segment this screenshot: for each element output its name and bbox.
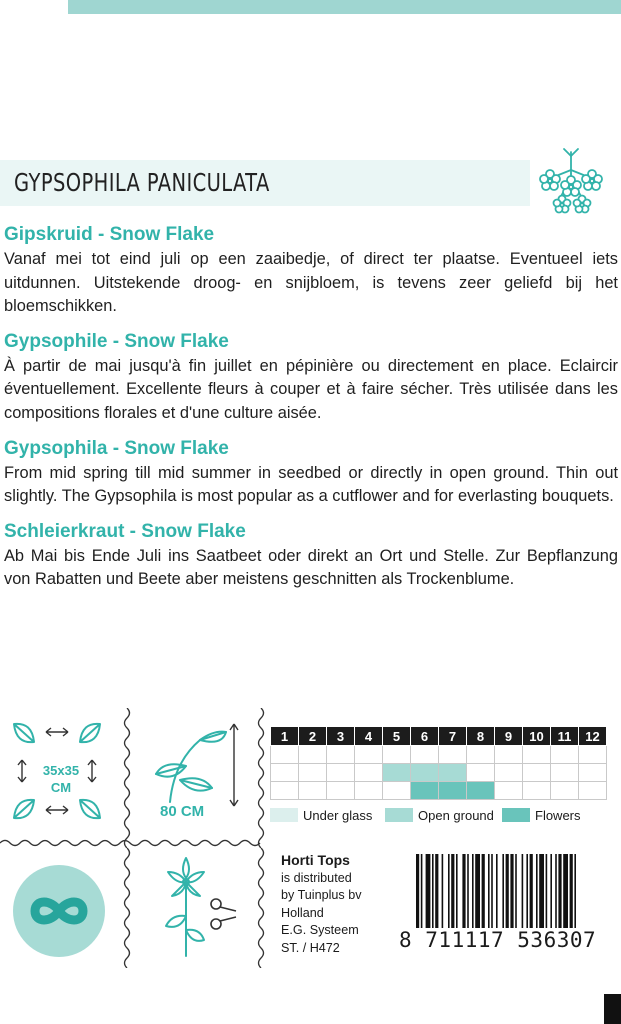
- calendar-cell: [411, 764, 439, 782]
- calendar-cell: [327, 746, 355, 764]
- calendar-cell: [383, 746, 411, 764]
- calendar-cell: [579, 764, 607, 782]
- spacing-unit: CM: [50, 780, 72, 795]
- swatch-open-ground: [385, 808, 413, 822]
- company-line: by Tuinplus bv: [281, 888, 362, 902]
- calendar-cell: [439, 746, 467, 764]
- swatch-under-glass: [270, 808, 298, 822]
- company-line: Holland: [281, 905, 324, 920]
- calendar-cell: [467, 746, 495, 764]
- month-header: 6: [411, 727, 439, 746]
- month-header: 10: [523, 727, 551, 746]
- wavy-divider: [120, 708, 134, 848]
- barcode-number: 8 711117 536307: [395, 928, 600, 952]
- section-body-english: From mid spring till mid summer in seedbed or directly in open ground. Thin out slightly. The Gypsophila is most popular as a cutflower and for everlasting bouquets.: [4, 463, 618, 506]
- description-sections: [4, 222, 618, 602]
- wavy-divider: [254, 708, 268, 848]
- calendar-cell: [355, 746, 383, 764]
- month-header: 5: [383, 727, 411, 746]
- corner-mark: [604, 994, 621, 1024]
- calendar-cell: [495, 746, 523, 764]
- legend-label: Flowers: [535, 808, 581, 823]
- month-header: 11: [551, 727, 579, 746]
- calendar-cell: [327, 782, 355, 800]
- calendar-cell: [299, 746, 327, 764]
- section-body-dutch: Vanaf mei tot eind juli op een zaaibedje, of direct ter plaatse. Eventueel iets uitdunnen. Uitstekende droog- en snijbloem, is tevens zeer geliefd bij het bloemschikken.: [4, 250, 618, 316]
- legend-flowers: [502, 808, 581, 823]
- top-accent-bar: [68, 0, 621, 14]
- calendar-cell: [411, 746, 439, 764]
- calendar-cell: [495, 764, 523, 782]
- legend-under-glass: [270, 808, 372, 823]
- calendar-cell: [271, 764, 299, 782]
- calendar-cell: [467, 782, 495, 800]
- section-title-english: Gypsophila - Snow Flake: [4, 437, 229, 459]
- section-body-german: Ab Mai bis Ende Juli ins Saatbeet oder direkt an Ort und Stelle. Zur Bepflanzung von Rabatten und Beete aber meistens geschnitten als Trockenblume.: [4, 546, 618, 589]
- company-name: Horti Tops: [281, 852, 350, 868]
- calendar-row-under-glass: [271, 746, 607, 764]
- month-header: 12: [579, 727, 607, 746]
- page-title: GYPSOPHILA PANICULATA: [14, 168, 270, 197]
- section-dutch: [4, 222, 618, 319]
- section-german: [4, 519, 618, 592]
- calendar-cell: [551, 764, 579, 782]
- height-label: 80 CM: [160, 803, 205, 820]
- calendar-cell: [523, 746, 551, 764]
- month-header: 8: [467, 727, 495, 746]
- section-english: [4, 436, 618, 509]
- cut-flower-icon: [150, 850, 240, 960]
- calendar-cell: [439, 764, 467, 782]
- spacing-label: [34, 762, 88, 796]
- calendar-cell: [579, 782, 607, 800]
- legend-open-ground: [385, 808, 494, 823]
- calendar-cell: [579, 746, 607, 764]
- distributor-info: [281, 852, 362, 957]
- section-title-german: Schleierkraut - Snow Flake: [4, 520, 246, 542]
- month-header: 1: [271, 727, 299, 746]
- calendar-cell: [411, 782, 439, 800]
- calendar-cell: [271, 746, 299, 764]
- calendar-cell: [495, 782, 523, 800]
- calendar-cell: [299, 764, 327, 782]
- calendar-cell: [551, 746, 579, 764]
- calendar-cell: [551, 782, 579, 800]
- month-header: 2: [299, 727, 327, 746]
- wavy-divider: [0, 836, 262, 850]
- month-header: 3: [327, 727, 355, 746]
- calendar-cell: [439, 782, 467, 800]
- gypsophila-flower-icon: [536, 146, 606, 216]
- sowing-calendar: [270, 726, 607, 800]
- infinity-icon: [8, 860, 110, 962]
- calendar-row-open-ground: [271, 764, 607, 782]
- month-header: 7: [439, 727, 467, 746]
- calendar-cell: [467, 764, 495, 782]
- month-header: 4: [355, 727, 383, 746]
- company-line: is distributed: [281, 870, 352, 885]
- calendar-cell: [355, 764, 383, 782]
- spacing-value: 35x35: [42, 763, 80, 778]
- wavy-divider: [120, 848, 134, 968]
- company-line: E.G. Systeem: [281, 923, 359, 937]
- section-french: [4, 329, 618, 426]
- section-body-french: À partir de mai jusqu'à fin juillet en pépinière ou directement en place. Eclaircir éventuellement. Excellente fleurs à couper et à faire sécher. Très utilisée dans les compositions florales et d'une culture aisée.: [4, 356, 618, 422]
- swatch-flowers: [502, 808, 530, 822]
- legend-label: Open ground: [418, 808, 494, 823]
- calendar-cell: [271, 782, 299, 800]
- calendar-row-flowers: [271, 782, 607, 800]
- section-title-dutch: Gipskruid - Snow Flake: [4, 224, 215, 245]
- legend-label: Under glass: [303, 808, 373, 823]
- wavy-divider: [254, 848, 268, 968]
- section-title-french: Gypsophile - Snow Flake: [4, 330, 229, 352]
- calendar-cell: [355, 782, 383, 800]
- calendar-cell: [383, 782, 411, 800]
- month-header: 9: [495, 727, 523, 746]
- calendar-cell: [383, 764, 411, 782]
- calendar-cell: [523, 764, 551, 782]
- calendar-cell: [523, 782, 551, 800]
- company-line: ST. / H472: [281, 940, 340, 955]
- calendar-cell: [327, 764, 355, 782]
- calendar-cell: [299, 782, 327, 800]
